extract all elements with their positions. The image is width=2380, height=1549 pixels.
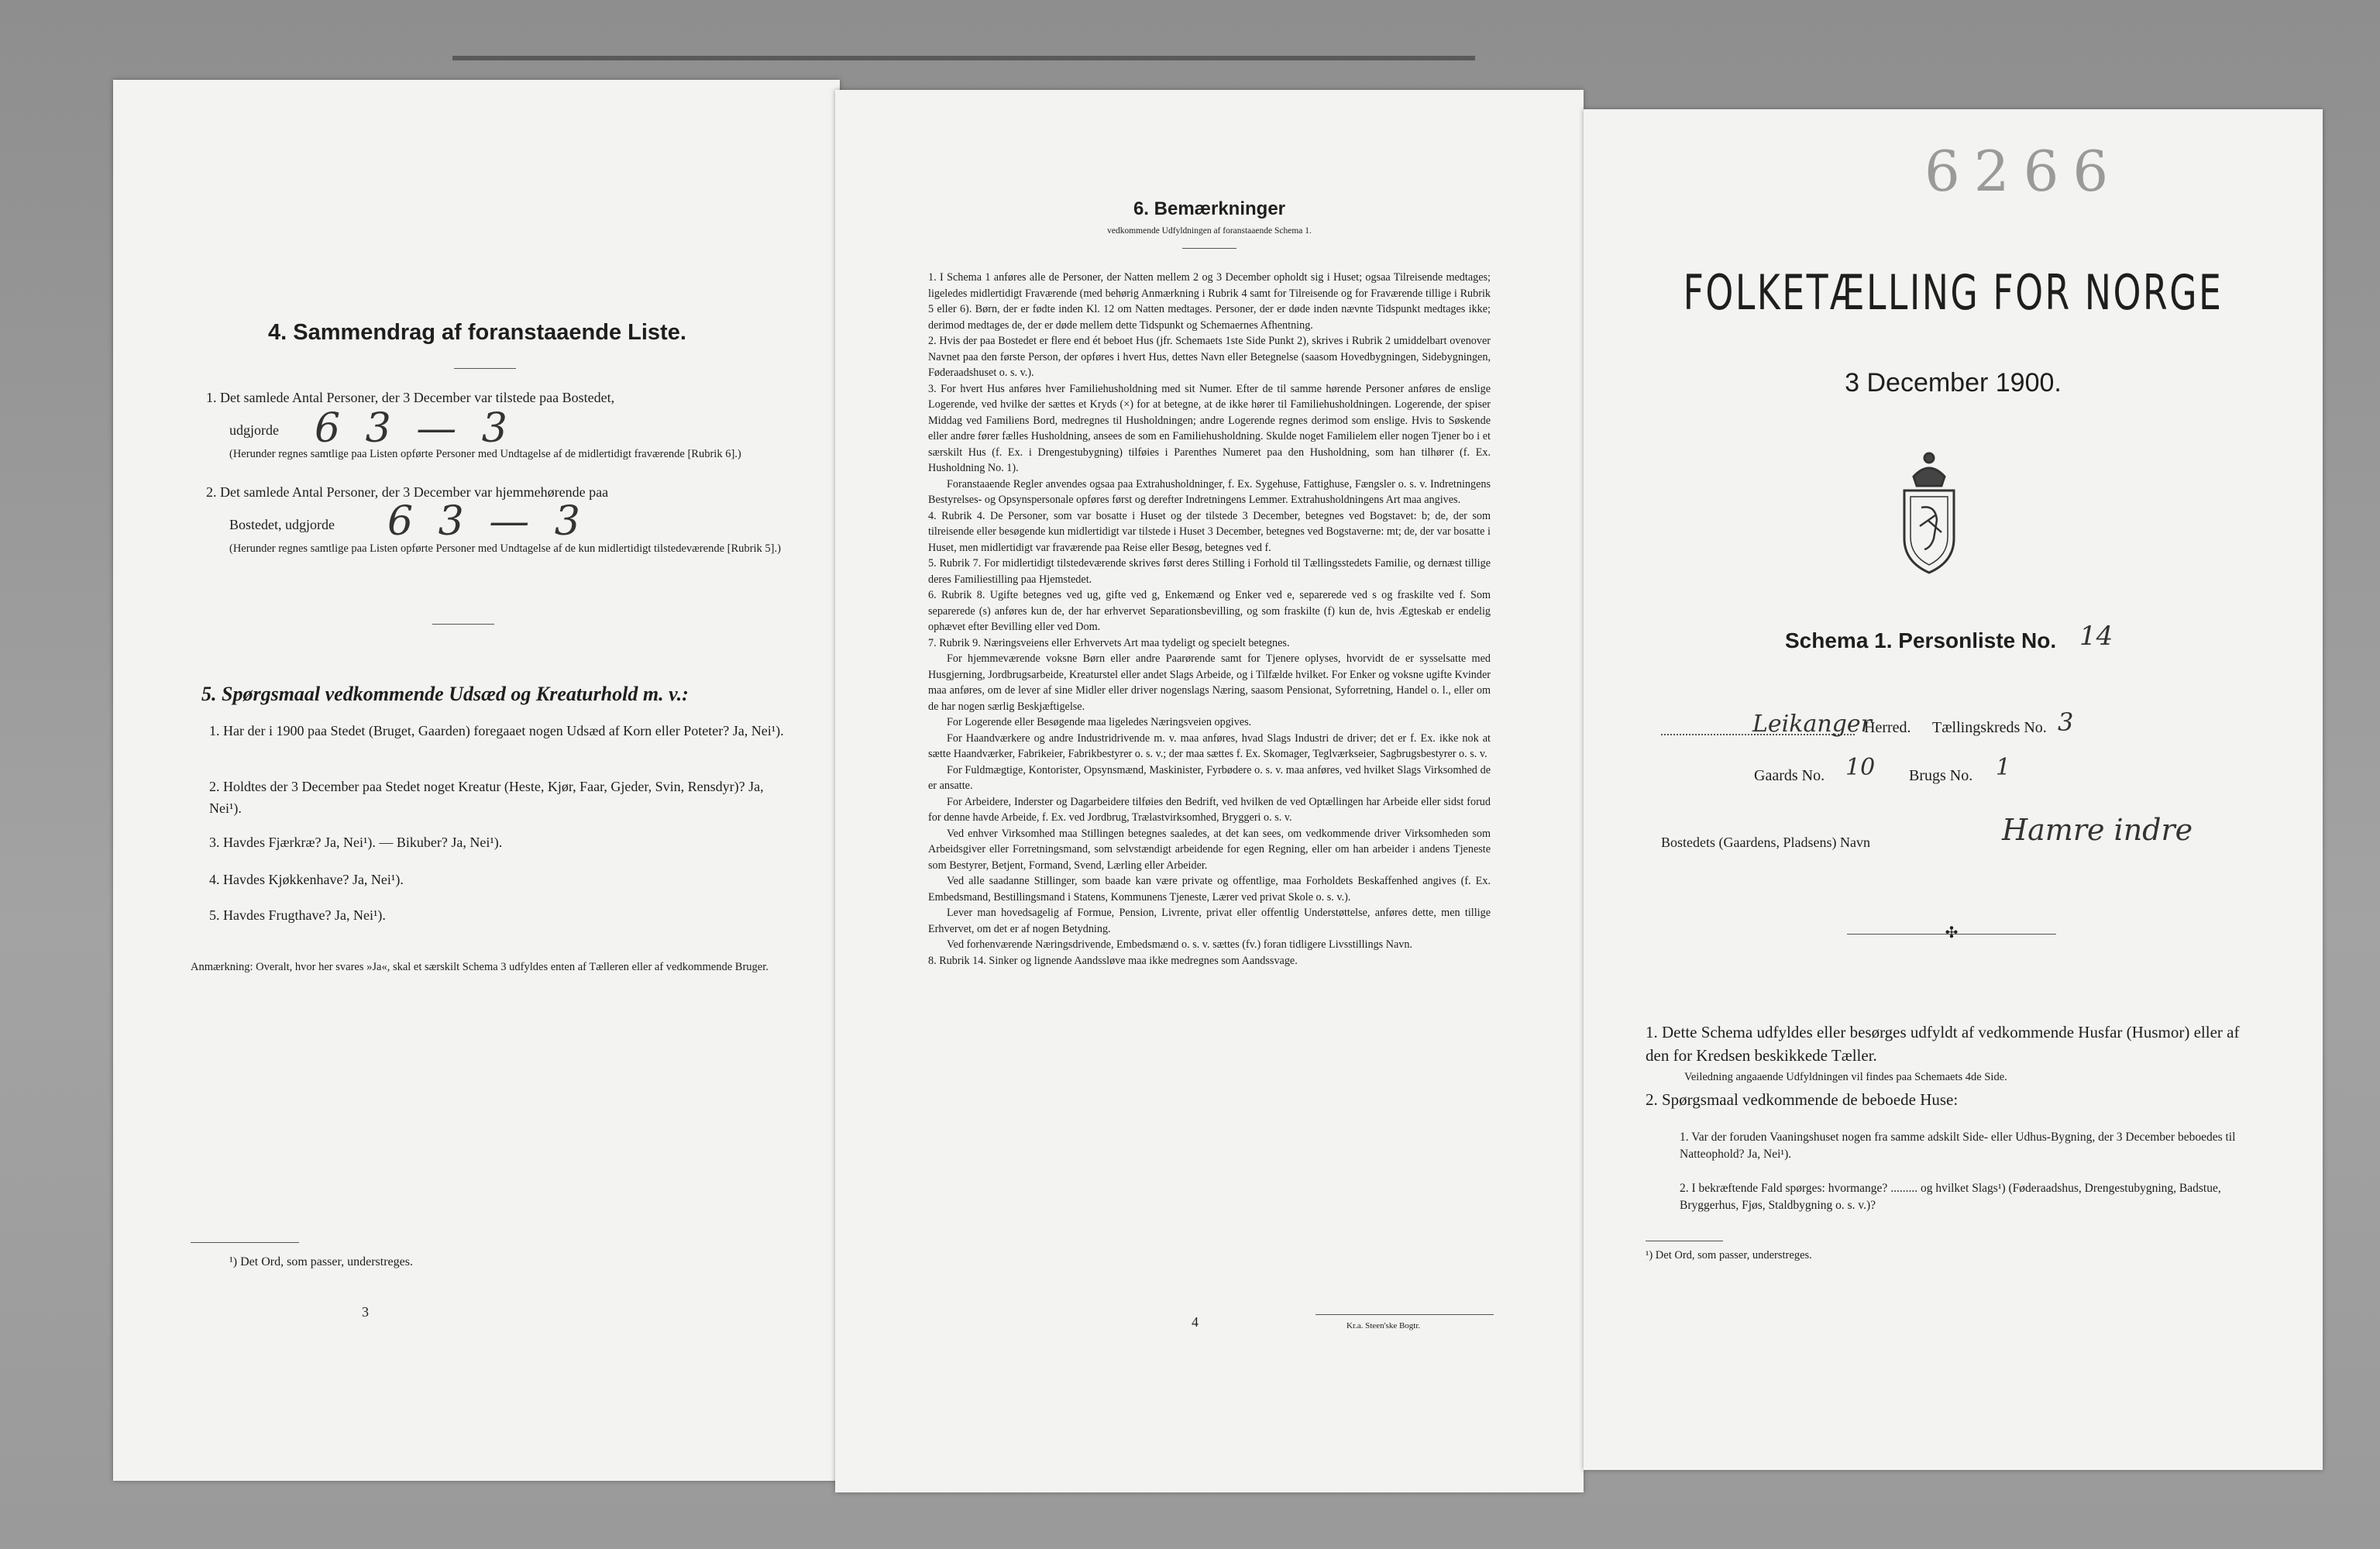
remark-item: For Arbeidere, Inderster og Dagarbeidere tilføies den Bedrift, ved hvilken de ved Optællingen har Arbeide eller sidst forud for denne havde Arbeide, f. Ex. ved Jordbrug, Trælastvirksomhed, Bryggeri o. s. v.: [928, 795, 1491, 824]
schema-label: Schema 1. Personliste No.: [1785, 628, 2057, 652]
question-2: 2. Holdtes der 3 December paa Stedet noget Kreatur (Heste, Kjør, Faar, Gjeder, Svin, Rensdyr)? Ja, Nei¹).: [209, 779, 764, 816]
ornament-icon: ✣: [1945, 924, 1959, 941]
remark-item: For hjemmeværende voksne Børn eller andre Paarørende samt for Tjenere oplyses, hvorvidt de er sysselsatte med Husgjerning, Jordbrugsarbeide, Kreaturstel eller andet Slags Arbeide, og i Tilfælde hvilket. For Enker og voksne ugifte Kvinder maa anføres, om de lever af sine Midler eller driver nogenslags Næring, saasom Pensionat, Syforretning, Handel o. l., eller om de har nogen særlig Beskjæftigelse.: [928, 652, 1491, 713]
remark-item: Lever man hovedsagelig af Formue, Pension, Livrente, privat eller offentlig Understøttelse, anføres dette, men tillige Erhvervet, om det er af nogen Betydning.: [928, 907, 1491, 935]
divider: [1182, 248, 1236, 249]
item1-line1: 1. Det samlede Antal Personer, der 3 December var tilstede paa Bostedet,: [206, 390, 615, 405]
page-middle: [835, 90, 1584, 1492]
printer-rule: [1316, 1314, 1494, 1315]
footnote: ¹) Det Ord, som passer, understreges.: [1646, 1249, 1812, 1262]
remarks-list: [928, 270, 1491, 969]
remark-item: 1. I Schema 1 anføres alle de Personer, der Natten mellem 2 og 3 December opholdt sig i Huset; ogsaa Tilreisende medtages; ligeledes midlertidigt Fraværende (med behørig Anmærkning i Rubrik 4 samt for Tilreisende og for Fraværende tillige i Rubrik 5 eller 6). Børn, der er fødte inden Kl. 12 om Natten medtages. Personer, der er døde inden nævnte Tidspunkt medtages ikke; derimod medtages de, der er døde mellem dette Tidspunkt og Schemaernes Afhentning.: [928, 271, 1491, 332]
brugs-number: 1: [1996, 754, 2011, 781]
divider: [432, 624, 494, 625]
question-5: 5. Havdes Frugthave? Ja, Nei¹).: [209, 907, 386, 923]
footnote-rule: [191, 1242, 299, 1243]
norway-coat-of-arms-icon: [1890, 446, 1968, 577]
house-question-1: 1. Var der foruden Vaaningshuset nogen fra samme adskilt Side- eller Udhus-Bygning, der 3 December beboedes til Natteophold? Ja, Nei¹).: [1680, 1131, 2236, 1161]
section6-subtitle: vedkommende Udfyldningen af foranstaaende Schema 1.: [1107, 226, 1312, 236]
archive-number: 6266: [1924, 139, 2123, 204]
question-1: 1. Har der i 1900 paa Stedet (Bruget, Gaarden) foregaaet nogen Udsæd af Korn eller Poteter? Ja, Nei¹).: [209, 723, 784, 738]
question-4: 4. Havdes Kjøkkenhave? Ja, Nei¹).: [209, 872, 404, 887]
remark-item: 8. Rubrik 14. Sinker og lignende Aandssløve maa ikke medregnes som Aandssvage.: [928, 954, 1298, 967]
item1-handwritten: 6 3 — 3: [315, 405, 514, 452]
binding-edge: [452, 56, 1475, 60]
main-title: FOLKETÆLLING FOR NORGE: [1683, 264, 2224, 321]
question-3: 3. Havdes Fjærkræ? Ja, Nei¹). — Bikuber? Ja, Nei¹).: [209, 835, 503, 850]
remark-item: 6. Rubrik 8. Ugifte betegnes ved ug, gifte ved g, Enkemænd og Enker ved e, separerede ved s og fraskilte ved f. Som separerede (s) anføres kun de, der har erhvervet Separationsbevilling, og som fraskilte (f) kun de, hvis Ægteskab er endelig ophævet efter Bevilling eller ved Dom.: [928, 589, 1491, 633]
section5-title: 5. Spørgsmaal vedkommende Udsæd og Kreaturhold m. v.:: [201, 683, 689, 705]
schema-number: 14: [2079, 621, 2113, 652]
printer-mark: Kr.a. Steen'ske Bogtr.: [1346, 1321, 1421, 1330]
remark-item: 5. Rubrik 7. For midlertidigt tilstedeværende skrives først deres Stilling i Forhold til Tællingsstedets Familie, og dernæst tillige deres Familiestilling paa Hjemstedet.: [928, 557, 1491, 586]
remark-item: 7. Rubrik 9. Næringsveiens eller Erhvervets Art maa tydeligt og specielt betegnes.: [928, 636, 1290, 649]
remark-item: For Haandværkere og andre Industridrivende m. v. maa anføres, hvad Slags Industri de driver; det er f. Ex. ikke nok at sætte Haandværker, Fabrikeier, Fabrikbestyrer o. s. v.; der maa sættes f. Ex. Skomager, Teglværkseier, Sagbrugsbestyrer o. s. v.: [928, 731, 1491, 760]
item1-label: udgjorde: [229, 422, 279, 438]
kreds-number: 3: [2058, 707, 2074, 737]
item2-handwritten: 6 3 — 3: [387, 498, 586, 545]
page-right: [1584, 109, 2323, 1470]
brugs-label: Brugs No.: [1909, 767, 1973, 784]
section6-title: 6. Bemærkninger: [1133, 198, 1286, 219]
bosted-label: Bostedets (Gaardens, Pladsens) Navn: [1661, 835, 1870, 850]
instruction-1: 1. Dette Schema udfyldes eller besørges udfyldt af vedkommende Husfar (Husmor) eller af den for Kredsen beskikkede Tæller.: [1646, 1023, 2240, 1065]
census-date: 3 December 1900.: [1845, 368, 2062, 398]
section4-title: 4. Sammendrag af foranstaaende Liste.: [268, 320, 686, 345]
remark-item: 4. Rubrik 4. De Personer, som var bosatte i Huset og der tilstede 3 December, betegnes ved Bogstavet: b; de, der som tilreisende eller besøgende kun midlertidigt var tilstede i Huset 3 December, betegnes ved Bogstaverne: mt; de, der var bosatte i Huset, men midlertidigt var fraværende paa Reise eller Besøg, betegnes ved f.: [928, 509, 1491, 554]
kreds-label: Tællingskreds No.: [1932, 719, 2047, 736]
remark-item: 3. For hvert Hus anføres hver Familiehusholdning med sit Numer. Efter de til samme hørende Personer anføres de enslige Logerende, ved hvilke der sættes et Kryds (×) for at betegne, at de ikke hører til Familiehusholdningen. Logerende, der spiser Middag ved Familiens Bord, medregnes til Husholdningen; andre Logerende regnes derimod som enslige. Hvis to Søskende eller andre fører fælles Husholdning, ansees de som en Familiehusholdning. Skulde noget Familielem eller nogen Tjener bo i et særskilt Hus (f. Ex. i Drengestubygning) tilføies i Parenthes Numeret paa den Husholdning, som han tilhører (f. Ex. Husholdning No. 1).: [928, 382, 1491, 474]
item2-note: (Herunder regnes samtlige paa Listen opførte Personer med Undtagelse af de kun midlertidigt tilstedeværende [Rubrik 5].): [229, 542, 781, 555]
footnote: ¹) Det Ord, som passer, understreges.: [229, 1255, 413, 1268]
page-left: [113, 80, 840, 1481]
remark-item: 2. Hvis der paa Bostedet er flere end ét beboet Hus (jfr. Schemaets 1ste Side Punkt 2), skrives i Rubrik 2 umiddelbart ovenover Navnet paa den første Person, der opføres i hvert Hus, dettes Navn eller Betegnelse (saasom Hovedbygningen, Sidebygningen, Føderaadshuset o. s. v.).: [928, 335, 1491, 379]
main-title-wrap: [1584, 264, 2323, 321]
remark-item: For Logerende eller Besøgende maa ligeledes Næringsveien opgives.: [947, 716, 1252, 728]
item2-line1: 2. Det samlede Antal Personer, der 3 December var hjemmehørende paa: [206, 484, 609, 500]
remark-item: Ved enhver Virksomhed maa Stillingen betegnes saaledes, at det kan sees, om vedkommende driver Virksomheden som Arbeidsgiver eller Forretningsmand, som selvstændigt arbeidende for egen Regning, eller om han arbeider i andens Tjeneste som Bestyrer, Betjent, Formand, Svend, Lærling eller Arbeider.: [928, 827, 1491, 872]
house-question-2: 2. I bekræftende Fald spørges: hvormange? ......... og hvilket Slags¹) (Føderaadshus, Drengestubygning, Badstue, Bryggerhus, Fjøs, Staldbygning o. s. v.)?: [1680, 1182, 2221, 1212]
remark-item: Ved alle saadanne Stillinger, som baade kan være private og offentlige, maa Forholdets Beskaffenhed angives (f. Ex. Embedsmand, Bestillingsmand i Statens, Kommunens Tjeneste, Lærer ved privat Skole o. s. v.).: [928, 875, 1491, 904]
gaards-number: 10: [1845, 754, 1876, 781]
remark-item: For Fuldmægtige, Kontorister, Opsynsmænd, Maskinister, Fyrbødere o. s. v. maa anføres, ved hvilket Slags Virksomhed de er ansatte.: [928, 763, 1491, 792]
page-number: 4: [1192, 1314, 1199, 1330]
item2-label: Bostedet, udgjorde: [229, 517, 335, 532]
item1-note: (Herunder regnes samtlige paa Listen opførte Personer med Undtagelse af de midlertidigt fraværende [Rubrik 6].): [229, 448, 741, 460]
remark-item: Foranstaaende Regler anvendes ogsaa paa Extrahusholdninger, f. Ex. Sygehuse, Fattighuse, Fængsler o. s. v. Indretningens Bestyrelses- og Opsynspersonale opføres først og derefter Indretningens Lemmer. Extrahusholdningens Art maa angives.: [928, 477, 1491, 506]
herred-name: Leikanger: [1752, 711, 1872, 738]
bosted-name: Hamre indre: [2002, 813, 2193, 847]
page-number: 3: [362, 1304, 369, 1320]
gaards-label: Gaards No.: [1754, 767, 1825, 784]
instruction-2: 2. Spørgsmaal vedkommende de beboede Huse:: [1646, 1090, 1959, 1109]
remark-item: Ved forhenværende Næringsdrivende, Embedsmænd o. s. v. sættes (fv.) foran tidligere Livsstillings Navn.: [947, 938, 1413, 951]
herred-label: Herred.: [1864, 719, 1911, 736]
divider: [454, 368, 516, 369]
anmerkning: Anmærkning: Overalt, hvor her svares »Ja«, skal et særskilt Schema 3 udfyldes enten af Tælleren eller af vedkommende Bruger.: [191, 961, 769, 973]
instruction-1-note: Veiledning angaaende Udfyldningen vil findes paa Schemaets 4de Side.: [1684, 1071, 2007, 1083]
